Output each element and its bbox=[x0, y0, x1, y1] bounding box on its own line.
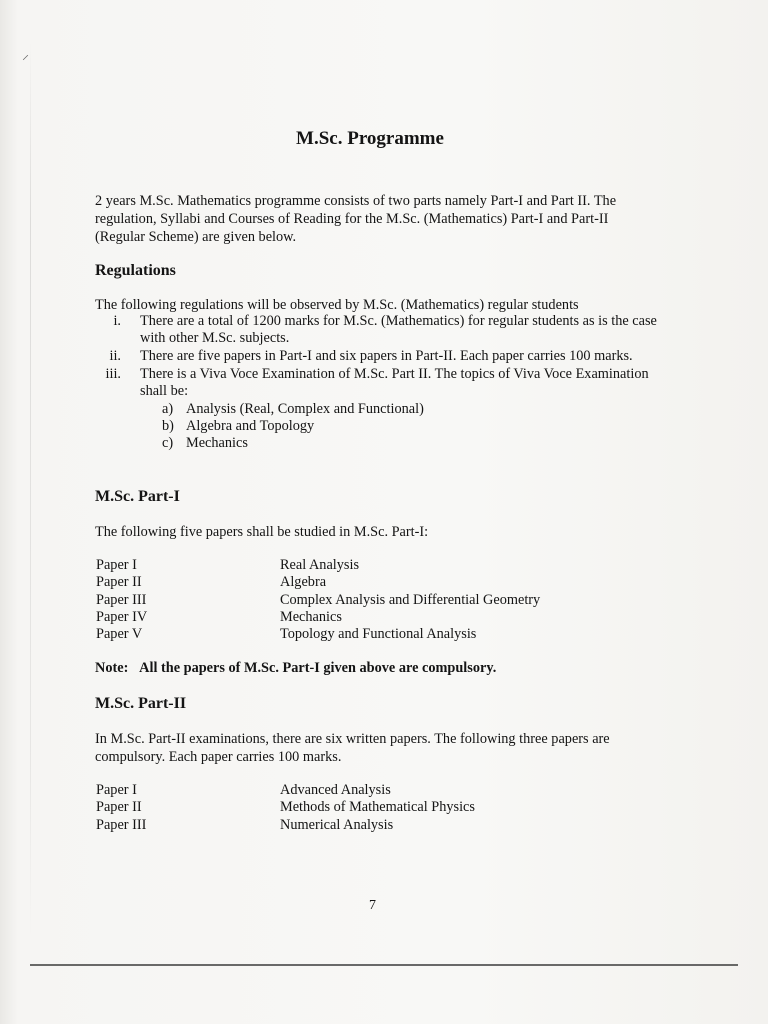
part1-lead: The following five papers shall be studied in M.Sc. Part-I: bbox=[95, 524, 429, 540]
list-item-text: Algebra and Topology bbox=[186, 418, 315, 434]
paper-number: Paper III bbox=[96, 591, 147, 608]
table-row bbox=[96, 557, 656, 574]
regulations-lead: The following regulations will be observed by M.Sc. (Mathematics) regular students bbox=[95, 297, 579, 313]
paper-title: Methods of Mathematical Physics bbox=[280, 799, 475, 816]
paper-number: Paper III bbox=[96, 816, 147, 833]
list-item-letter: b) bbox=[162, 418, 174, 434]
intro-paragraph: 2 years M.Sc. Mathematics programme consists of two parts namely Part-I and Part II. The regulation, Syllabi and Courses of Reading for the M.Sc. (Mathematics) Part-I and Part-II (Regular Scheme) are given below. bbox=[95, 193, 617, 245]
page-title: M.Sc. Programme bbox=[296, 128, 444, 149]
paper-title: Complex Analysis and Differential Geometry bbox=[280, 591, 541, 608]
list-item-number: ii. bbox=[109, 348, 121, 364]
part1-heading: M.Sc. Part-I bbox=[95, 488, 180, 505]
list-item-text: There is a Viva Voce Examination of M.Sc. Part II. The topics of Viva Voce Examination shall be: bbox=[140, 366, 649, 399]
viva-topics-list bbox=[162, 401, 665, 452]
list-item bbox=[95, 366, 665, 400]
table-row bbox=[96, 592, 656, 609]
paper-title: Advanced Analysis bbox=[280, 782, 391, 798]
paper-title: Mechanics bbox=[280, 608, 342, 625]
part1-note bbox=[95, 660, 496, 677]
table-row bbox=[96, 817, 656, 834]
paper-number: Paper I bbox=[96, 782, 137, 798]
note-text: All the papers of M.Sc. Part-I given above are compulsory. bbox=[139, 660, 497, 676]
list-item bbox=[162, 418, 665, 435]
list-item-letter: c) bbox=[162, 435, 174, 451]
part2-lead: In M.Sc. Part-II examinations, there are six written papers. The following three papers are compulsory. Each paper carries 100 marks. bbox=[95, 731, 610, 765]
list-item bbox=[162, 401, 665, 418]
list-item-letter: a) bbox=[162, 401, 174, 417]
paper-title: Numerical Analysis bbox=[280, 816, 394, 833]
part2-papers-table bbox=[96, 782, 656, 834]
paper-title: Algebra bbox=[280, 574, 327, 591]
table-row bbox=[96, 574, 656, 591]
list-item bbox=[95, 313, 665, 347]
paper-number: Paper I bbox=[96, 557, 137, 573]
paper-number: Paper V bbox=[96, 626, 143, 643]
list-item-text: There are five papers in Part-I and six papers in Part-II. Each paper carries 100 marks. bbox=[140, 348, 633, 364]
list-item-number: i. bbox=[113, 313, 121, 329]
list-item-number: iii. bbox=[105, 366, 121, 382]
table-row bbox=[96, 782, 656, 799]
page-number: 7 bbox=[369, 898, 376, 913]
scan-artifact-icon: ⸝ bbox=[22, 48, 29, 63]
list-item-text: There are a total of 1200 marks for M.Sc. (Mathematics) for regular students as is the case with other M.Sc. subjects. bbox=[140, 313, 657, 346]
paper-number: Paper IV bbox=[96, 608, 148, 625]
regulations-heading: Regulations bbox=[95, 262, 176, 279]
list-item-text: Analysis (Real, Complex and Functional) bbox=[186, 401, 424, 417]
paper-number: Paper II bbox=[96, 799, 142, 816]
table-row bbox=[96, 626, 656, 643]
scan-edge bbox=[30, 40, 31, 940]
list-item-text: Mechanics bbox=[186, 435, 248, 451]
note-label: Note: bbox=[95, 660, 129, 676]
table-row bbox=[96, 799, 656, 816]
part2-heading: M.Sc. Part-II bbox=[95, 695, 187, 712]
page-bottom-rule bbox=[30, 964, 738, 966]
paper-number: Paper II bbox=[96, 574, 142, 591]
paper-title: Real Analysis bbox=[280, 557, 360, 573]
list-item bbox=[162, 435, 665, 452]
part1-papers-table bbox=[96, 557, 656, 643]
regulations-list bbox=[95, 313, 665, 452]
table-row bbox=[96, 609, 656, 626]
list-item bbox=[95, 348, 665, 365]
paper-title: Topology and Functional Analysis bbox=[280, 626, 477, 643]
